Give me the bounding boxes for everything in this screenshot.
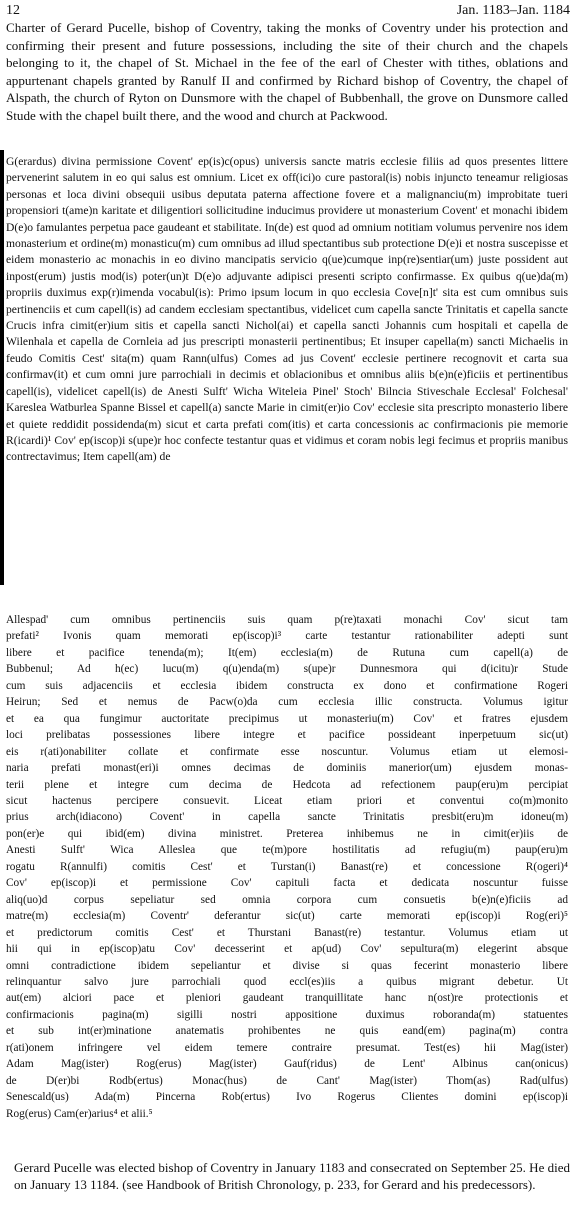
- latin-line: terii plene et integre cum decima de Hedcota ad refectionem paup(eru)m percipiat: [6, 778, 568, 791]
- latin-line: Senescald(us) Ada(m) Pincerna Rob(ertus) Ivo Rogerus Clientes domini ep(iscop)i: [6, 1091, 568, 1104]
- latin-text-part-2: [6, 612, 568, 1122]
- latin-line: et ea qua fungimur auctoritate precipimus ut monasteriu(m) Cov' et fratres ejusdem: [6, 712, 568, 725]
- latin-line: rogatu R(annulfi) comitis Cest' et Turstan(i) Banast(re) et concessione R(ogeri)⁴: [6, 860, 568, 873]
- running-header: [6, 2, 570, 20]
- latin-line: Anesti Sulft' Wica Alleslea que te(m)pore hostilitatis ad refugiu(m) paup(eru)m: [6, 844, 568, 857]
- latin-line: matre(m) ecclesia(m) Coventr' deferantur sic(ut) carte memorati ep(iscop)i Rog(eri)⁵: [6, 910, 568, 923]
- latin-line: et sub int(er)minatione anatematis prohibentes ne quis eand(em) pagina(m) contra: [6, 1025, 568, 1038]
- scan-edge-bar: [0, 150, 4, 585]
- latin-line: Allespad' cum omnibus pertinenciis suis quam p(re)taxati monachi Cov' sicut tam: [6, 614, 568, 626]
- latin-line: aliq(uo)d corpus sepeliatur sed omnia corpora cum consuetis b(e)n(e)ficiis ad: [6, 893, 568, 906]
- editorial-note: [14, 1159, 570, 1193]
- latin-line: pon(er)e qui ibid(em) divina ministret. Preterea inhibemus ne in cimit(er)iis de: [6, 827, 568, 840]
- latin-text-part-1: [6, 154, 568, 466]
- latin-line: Adam Mag(ister) Rog(erus) Mag(ister) Gauf(ridus) de Lent' Albinus can(onicus): [6, 1058, 568, 1071]
- date-range: Jan. 1183–Jan. 1184: [456, 3, 570, 18]
- charter-summary: [6, 19, 568, 124]
- latin-line: naria prefati monast(eri)i omnes decimas de dominiis manerior(um) ejusdem monas-: [6, 762, 568, 775]
- latin-line: sicut hactenus percipere consuevit. Liceat etiam priori et conventui co(m)monito: [6, 794, 568, 807]
- latin-line: cum suis adjacenciis et ecclesia ibidem constructa ex dono et confirmatione Rogeri: [6, 679, 568, 692]
- latin-line: Bubbenul; Ad h(ec) lucu(m) q(u)enda(m) s(upe)r Dunnesmora qui d(icitu)r Stude: [6, 663, 568, 676]
- latin-line: de D(er)bi Rodb(ertus) Monac(hus) de Cant' Mag(ister) Thom(as) Rad(ulfus): [6, 1074, 568, 1087]
- latin-line: Rog(erus) Cam(er)arius⁴ et alii.⁵: [6, 1107, 153, 1120]
- latin-line: libere et pacifice tenenda(m); It(em) ecclesia(m) de Rutuna cum capell(a) de: [6, 646, 568, 659]
- page-number: 12: [6, 3, 20, 18]
- note-text: Gerard Pucelle was elected bishop of Coventry in January 1183 and consecrated on September 25. He died on January 13 1184. (see Handbook of British Chronology, p. 233, for Gerard and his predecessors).: [14, 1160, 570, 1192]
- latin-paragraph-1: G(erardus) divina permissione Covent' ep(is)c(opus) universis sancte matris ecclesie filiis ad quos presentes littere pervenerint salutem in eo qui salus est omnium. Licet ex off(ici)o cure pastoral(is) nobis injuncto teneamur religiosas personas et loca divini obsequii usibus deputata paterna affectione fovere et a malignanciu(m) improbitate tueri propensiori t(ame)n karitate et diligentiori sollicitudine inducimus providere ut monasterium Covent' et monachi ibidem D(e)o famulantes perpetua pace gaudeant et stabilitate. In(de) est quod ad omnium notitiam volumus pervenire nos idem monasterium et ordine(m) monasticu(m) cum omnibus ad illud spectantibus sub protectione D(e)i et nostra suscepisse et eidem monasterio ac monachis in eo divino mancipatis servicio q(ue)cumque inp(re)sentiar(um) juste possident aut inpost(erum) justis mod(is) poter(un)t D(e)o adjuvante adipisci presenti scripto confirmasse. Ex quibus q(ue)da(m) propriis duximus exp(r)imenda vocabul(is): Primo ipsum locum in quo ecclesia Cove[n]t' sita est cum omnibus suis pertinenciis et cum capell(is) ad candem ecclesiam spectantibus, videlicet cum capella sancte Trinitatis et capella sancte Crucis infra cimit(er)ium sitis et capella sancti Nichol(ai) et capella sancti Johannis cum hospitali et capella de Wilenhala et capella de Cornleia ad jus prescripti monasterii pertinentibus; Et insuper capella(m) sancti Michaelis in feudo Comitis Cest' sita(m) quam Rann(ulfus) Comes ad jus Covent' ecclesie pertinere recognovit et carta sua confirmav(it) et cum omni jure parrochiali in decimis et oblacionibus et omnibus aliis b(e)n(e)ficiis et pertinentibus capell(is), videlicet capell(is) de Anesti Sulft' Wicha Witeleia Pinel' Stoch' Bilncia Stiveschale Ecclesal' Folchesal' Kareslea Watburlea Spanne Bissel et capell(a) sancte Marie in cimit(er)io Cov' ecclesie sita prescripto monasterio libere et quiete reddidit possidenda(m) sicut et carta prefati com(itis) et carta concessionis ac confirmacionis pie memorie R(icardi)¹ Cov' ep(iscop)i s(upe)r hoc confecte testantur quas et vidimus et coram nobis legi fecimus et propriis manibus contrectavimus; Item capell(am) de: [6, 155, 568, 464]
- latin-line: Cov' ep(iscop)i et permissione Cov' capituli facta et dedicata noscuntur fuisse: [6, 877, 568, 890]
- latin-line: eis r(ati)onabiliter collate et confirmate esse noscuntur. Volumus etiam ut elemosi-: [6, 745, 568, 758]
- latin-line: omni contradictione ibidem sepeliantur et divise si quas fecerint monasterio libere: [6, 959, 568, 972]
- latin-line: prius arch(idiacono) Covent' in capella sancte Trinitatis presbit(eru)m idoneu(m): [6, 811, 568, 824]
- latin-line: loci prelibatas possessiones libere integre et pacifice possideant inperpetuum sic(ut): [6, 729, 568, 742]
- latin-line: prefati² Ivonis quam memorati ep(iscop)i³ carte testantur rationabiliter adepti sunt: [6, 630, 568, 643]
- latin-line: r(ati)onem infringere vel eidem temere contraire presumat. Test(es) hii Mag(ister): [6, 1041, 568, 1054]
- latin-line: Heirun; Sed et nemus de Pacw(o)da cum ecclesia illic constructa. Volumus igitur: [6, 696, 568, 709]
- latin-line: relinquantur salvo jure parrochiali quod eccl(es)iis a quibus migrant debetur. Ut: [6, 975, 568, 988]
- latin-line: aut(em) alciori pace et pleniori gaudeant tranquillitate hanc n(ost)re protectionis et: [6, 992, 568, 1005]
- latin-line: confirmacionis pagina(m) sigilli nostri appositione duximus roboranda(m) statuentes: [6, 1008, 568, 1021]
- latin-line: hii qui in ep(iscop)atu Cov' decesserint et ap(ud) Cov' sepultura(m) elegerint absque: [6, 943, 568, 956]
- summary-text: Charter of Gerard Pucelle, bishop of Coventry, taking the monks of Coventry under his protection and confirming their present and future possessions, including the site of their church and the chapels belonging to it, the chapel of St. Michael in the fee of the earl of Chester with tithes, oblations and appurtenant chapels granted by Ranulf II and confirmed by Richard bishop of Coventry, the chapel of Alspath, the church of Ryton on Dunsmore with the chapel of Bubbenhall, the grove on Dunsmore called Stude with the chapel built there, and the wood and church at Packwood.: [6, 20, 568, 123]
- latin-line: et predictorum comitis Cest' et Thurstani Banast(re) testantur. Volumus etiam ut: [6, 926, 568, 939]
